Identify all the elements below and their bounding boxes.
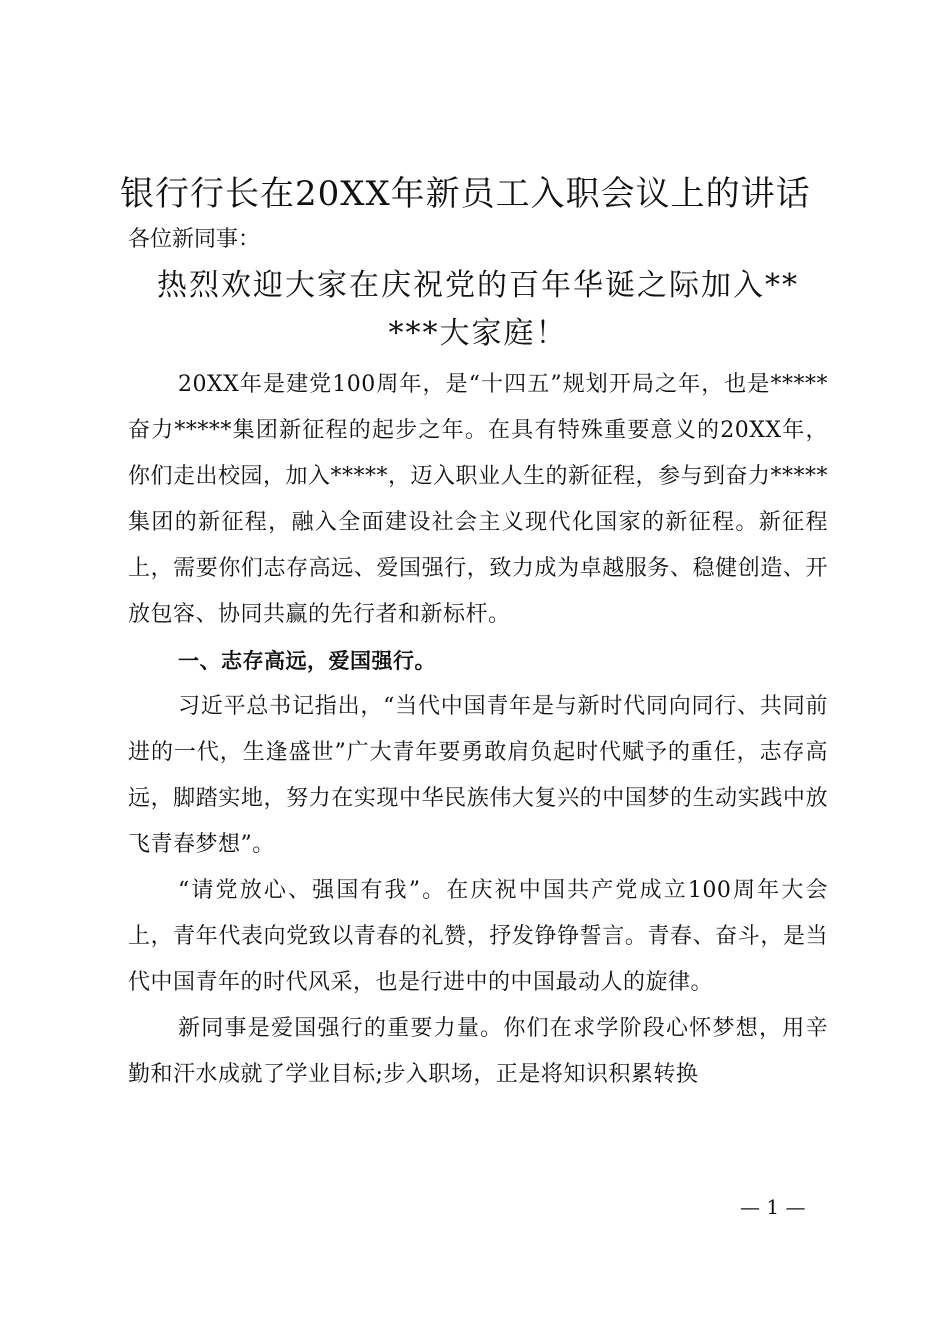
welcome-line-1: 热烈欢迎大家在庆祝党的百年华诞之际加入** — [157, 268, 799, 303]
document-title: 银行行长在20XX年新员工入职会议上的讲话 — [120, 174, 811, 214]
paragraph-new-colleagues: 新同事是爱国强行的重要力量。你们在求学阶段心怀梦想，用辛勤和汗水成就了学业目标;步入职场，正是将知识积累转换 — [128, 1016, 828, 1087]
paragraph-pledge: “请党放心、强国有我”。在庆祝中国共产党成立100周年大会上，青年代表向党致以青春的礼赞，抒发铮铮誓言。青春、奋斗，是当代中国青年的时代风采，也是行进中的中国最动人的旋律。 — [128, 878, 828, 995]
body-text — [128, 362, 828, 1098]
welcome-line-2: ***大家庭！ — [388, 316, 568, 351]
page-number: — 1 — — [740, 1195, 806, 1219]
paragraph-intro: 20XX年是建党100周年，是“十四五”规划开局之年，也是*****奋力*****集团新征程的起步之年。在具有特殊重要意义的20XX年，你们走出校园，加入*****，迈入职业人生的新征程，参与到奋力*****集团的新征程，融入全面建设社会主义现代化国家的新征程。新征程上，需要你们志存高远、爱国强行，致力成为卓越服务、稳健创造、开放包容、协同共赢的先行者和新标杆。 — [128, 372, 829, 627]
paragraph-quote: 习近平总书记指出，“当代中国青年是与新时代同向同行、共同前进的一代，生逢盛世”广大青年要勇敢肩负起时代赋予的重任，志存高远，脚踏实地，努力在实现中华民族伟大复兴的中国梦的生动实践中放飞青春梦想”。 — [128, 694, 828, 857]
salutation: 各位新同事： — [128, 227, 261, 252]
section-heading-1: 一、志存高远，爱国强行。 — [178, 649, 436, 673]
welcome-statement — [128, 262, 828, 358]
